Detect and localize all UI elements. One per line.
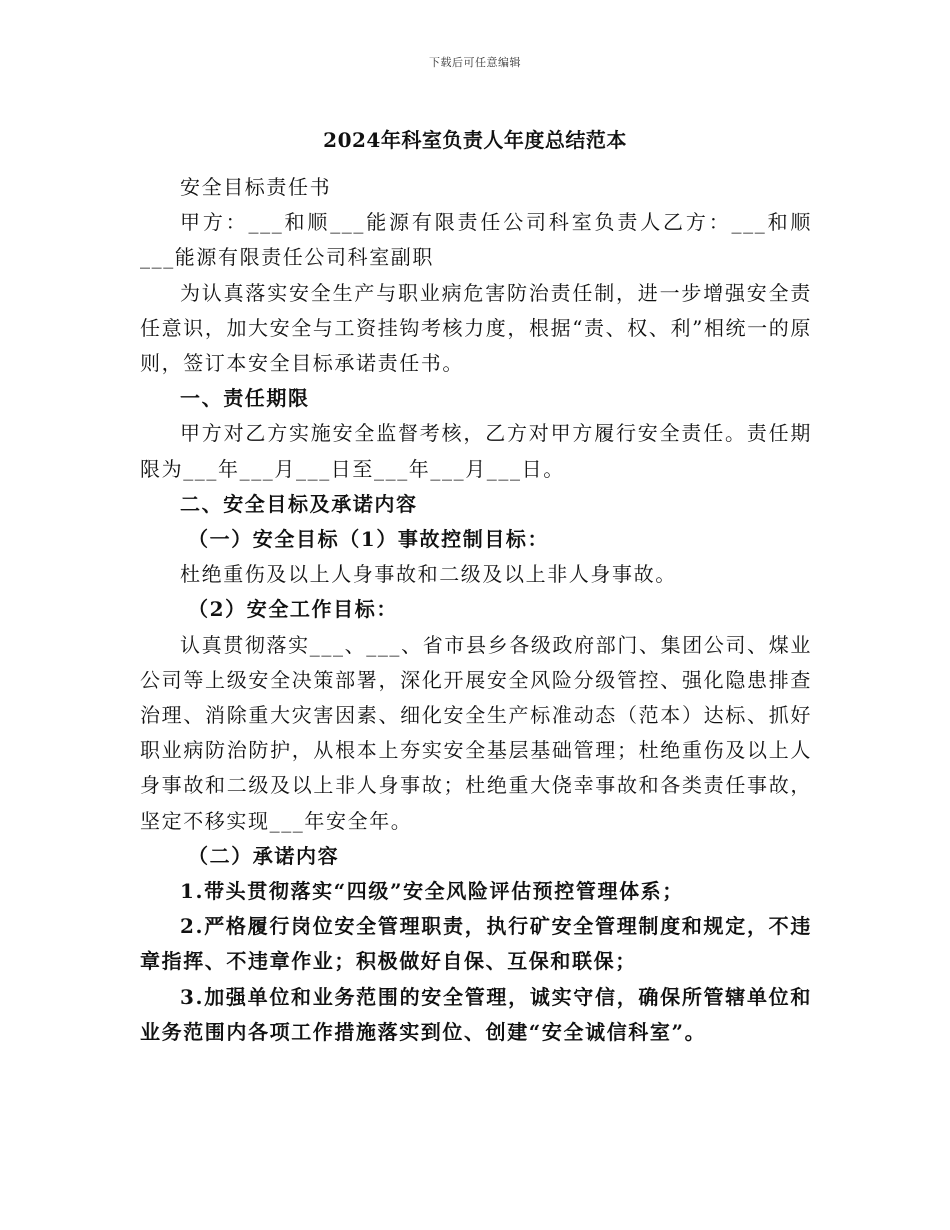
commitment-item-1: 1.带头贯彻落实“四级”安全风险评估预控管理体系； [180,879,684,904]
commitment-item-2: 2.严格履行岗位安全管理职责，执行矿安全管理制度和规定，不违章指挥、不违章作业；积极做好自保、互保和联保； [140,914,812,974]
paragraph-period: 甲方对乙方实施安全监督考核，乙方对甲方履行安全责任。责任期限为___年___月___日至___年___月___日。 [140,421,812,481]
heading-accident-control-goal: （一）安全目标（1）事故控制目标： [188,527,550,552]
heading-commitments: （二）承诺内容 [188,843,340,868]
document-title: 2024年科室负责人年度总结范本 [323,128,627,152]
paragraph-purpose: 为认真落实安全生产与职业病危害防治责任制，进一步增强安全责任意识，加大安全与工资挂钩考核力度，根据“责、权、利”相统一的原则，签订本安全目标承诺责任书。 [140,280,812,376]
paragraph-safety-work: 认真贯彻落实___、___、省市县乡各级政府部门、集团公司、煤业公司等上级安全决策部署，深化开展安全风险分级管控、强化隐患排查治理、消除重大灾害因素、细化安全生产标准动态（范本）达标、抓好职业病防治防护，从根本上夯实安全基层基础管理；杜绝重伤及以上人身事故和二级及以上非人身事故；杜绝重大侥幸事故和各类责任事故，坚定不移实现___年安全年。 [140,632,812,833]
header-note: 下载后可任意编辑 [429,56,521,69]
paragraph-responsibility-letter: 安全目标责任书 [180,175,332,199]
heading-responsibility-period: 一、责任期限 [180,386,310,411]
paragraph-parties: 甲方：___和顺___能源有限责任公司科室负责人乙方：___和顺___能源有限责任公司科室副职 [140,210,812,270]
paragraph-accident-control: 杜绝重伤及以上人身事故和二级及以上非人身事故。 [180,562,677,587]
heading-safety-goals: 二、安全目标及承诺内容 [180,491,418,516]
heading-safety-work-goal: （2）安全工作目标： [188,597,398,622]
commitment-item-3: 3.加强单位和业务范围的安全管理，诚实守信，确保所管辖单位和业务范围内各项工作措施落实到位、创建“安全诚信科室”。 [140,984,812,1044]
document-body [140,170,812,1050]
